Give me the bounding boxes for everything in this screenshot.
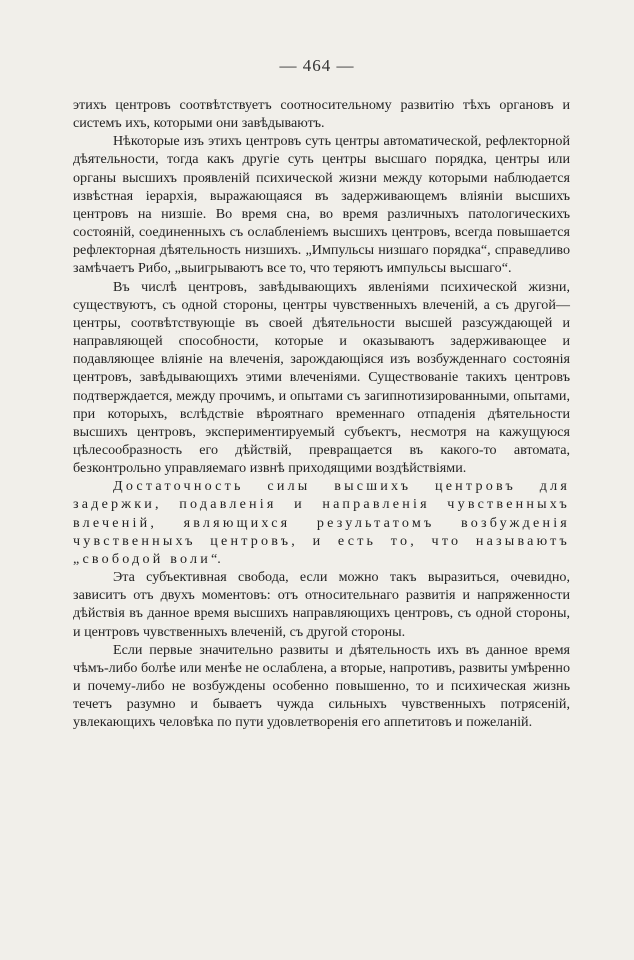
closing-quote: “. [211,550,221,567]
page-number: — 464 — [279,56,355,75]
paragraph-psychic-life: Если первые значительно развиты и дѣятельность ихъ въ данное время чѣмъ-либо болѣе или менѣе не ослаблена, а вторые, напротивъ, развиты умѣренно и почему-либо не возбуждены особенно повышенно, то и психическая жизнь течетъ разумно и бываетъ чужда сильныхъ чувственныхъ потрясеній, увлекающихъ человѣка по пути удовлетворенія его аппетитовъ и пожеланій. [73,641,570,731]
paragraph-subjective-freedom: Эта субъективная свобода, если можно такъ выразиться, очевидно, зависитъ отъ двухъ моментовъ: отъ относительнаго развитія и напряженности дѣйствія въ данное время высшихъ направляющихъ центровъ, съ одной стороны, и центровъ чувственныхъ влеченій, съ другой стороны. [73,569,570,640]
paragraph-centers-hierarchy: Нѣкоторые изъ этихъ центровъ суть центры автоматической, рефлекторной дѣятельности, тогда какъ другіе суть центры высшаго порядка, центры или органы высшихъ проявленій психической жизни между которыми наблюдается извѣстная іерархія, выражающаяся въ задерживающемъ вліяніи высшихъ центровъ на низшіе. Во время сна, во время различныхъ патологическихъ состояній, соединенныхъ съ ослабленіемъ высшихъ центровъ, всегда повышается рефлекторная дѣятельность низшихъ. „Импульсы низшаго порядка“, справедливо замѣчаетъ Рибо, „выигрываютъ все то, что теряютъ импульсы высшаго“. [73,133,570,277]
paragraph-free-will-definition [73,477,570,568]
spaced-emphasis-text: Достаточность силы высшихъ центровъ для задержки, подавленія и направленія чувственныхъ влеченій, являющихся результатомъ возбужденія чувственныхъ центровъ, и есть то, что называютъ „свободой воли [73,478,570,567]
text-block [73,96,570,731]
paragraph-psychic-centers: Въ числѣ центровъ, завѣдывающихъ явленіями психической жизни, существуютъ, съ одной стороны, центры чувственныхъ влеченій, а съ другой—центры, соотвѣтствующіе въ своей дѣятельности высшей разсуждающей и направляющей способности, которые и оказываютъ задерживающее и подавляющее вліяніе на влеченія, зарождающіяся изъ возбужденнаго состоянія центровъ, завѣдывающихъ этими влеченіями. Существованіе такихъ центровъ подтверждается, между прочимъ, и опытами съ загипнотизированными, опытами, при которыхъ, вслѣдствіе вѣроятнаго временнаго отпаденія дѣятельности высшихъ центровъ, экспериментируемый субъектъ, несмотря на кажущуюся цѣлесообразность его дѣйствій, превращается въ какого-то автомата, безконтрольно управляемаго извнѣ приходящими воздѣйствіями. [73,278,570,477]
paragraph-continuation: этихъ центровъ соотвѣтствуетъ соотносительному развитію тѣхъ органовъ и системъ ихъ, которыми они завѣдываютъ. [73,97,570,132]
